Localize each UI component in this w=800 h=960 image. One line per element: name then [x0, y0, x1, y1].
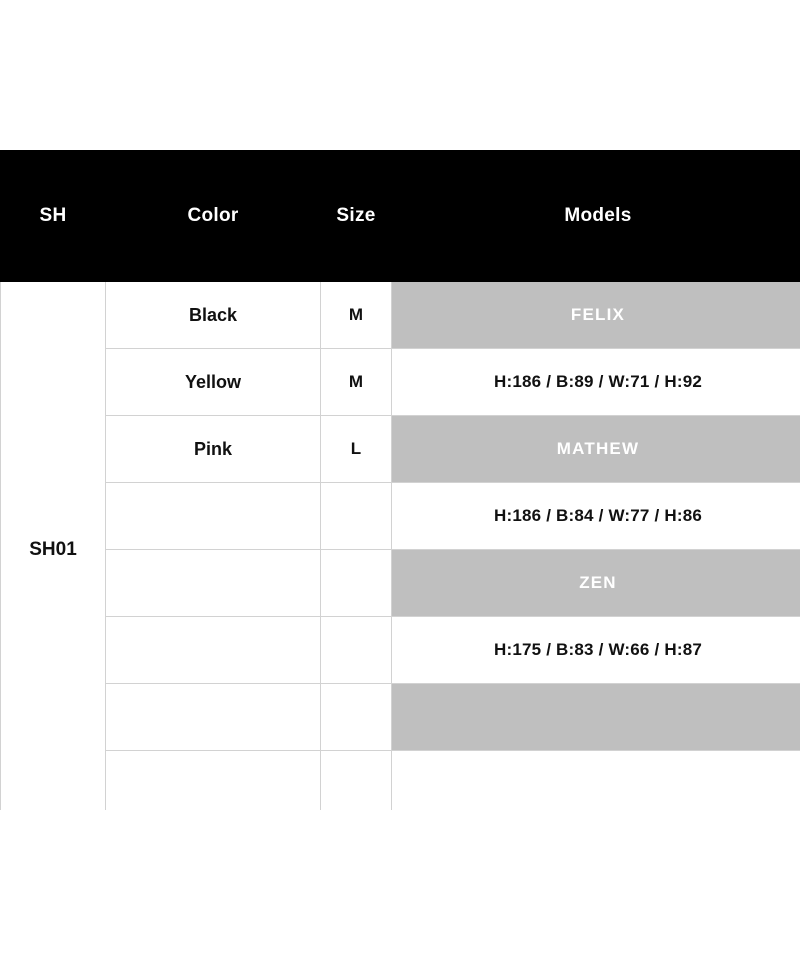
color-cell	[106, 617, 321, 684]
color-cell	[106, 751, 321, 818]
sh-code-cell: SH01	[1, 282, 106, 818]
size-table	[0, 150, 800, 818]
color-cell	[106, 483, 321, 550]
table-row	[1, 617, 800, 684]
size-cell	[321, 550, 392, 617]
model-name-cell: FELIX	[392, 282, 800, 349]
color-cell	[106, 550, 321, 617]
size-cell: L	[321, 416, 392, 483]
size-cell	[321, 751, 392, 818]
model-measurements-cell	[392, 751, 800, 818]
size-cell: M	[321, 349, 392, 416]
model-measurements-cell: H:186 / B:89 / W:71 / H:92	[392, 349, 800, 416]
table-row	[1, 416, 800, 483]
table-row	[1, 751, 800, 818]
table-row	[1, 483, 800, 550]
size-table-container	[0, 150, 800, 818]
model-measurements-cell: H:186 / B:84 / W:77 / H:86	[392, 483, 800, 550]
top-whitespace	[0, 0, 800, 150]
model-name-cell	[392, 684, 800, 751]
color-cell	[106, 684, 321, 751]
column-header-models: Models	[392, 151, 800, 282]
size-cell	[321, 684, 392, 751]
column-header-color: Color	[106, 151, 321, 282]
table-row	[1, 282, 800, 349]
size-cell	[321, 617, 392, 684]
table-body	[1, 282, 800, 818]
table-head	[1, 151, 800, 282]
column-header-size: Size	[321, 151, 392, 282]
model-name-cell: ZEN	[392, 550, 800, 617]
model-measurements-cell: H:175 / B:83 / W:66 / H:87	[392, 617, 800, 684]
color-cell: Black	[106, 282, 321, 349]
color-cell: Pink	[106, 416, 321, 483]
color-cell: Yellow	[106, 349, 321, 416]
table-row	[1, 349, 800, 416]
table-row	[1, 684, 800, 751]
model-name-cell: MATHEW	[392, 416, 800, 483]
size-cell: M	[321, 282, 392, 349]
table-header-row	[1, 151, 800, 282]
size-cell	[321, 483, 392, 550]
table-row	[1, 550, 800, 617]
bottom-whitespace	[0, 810, 800, 960]
column-header-sh: SH	[1, 151, 106, 282]
